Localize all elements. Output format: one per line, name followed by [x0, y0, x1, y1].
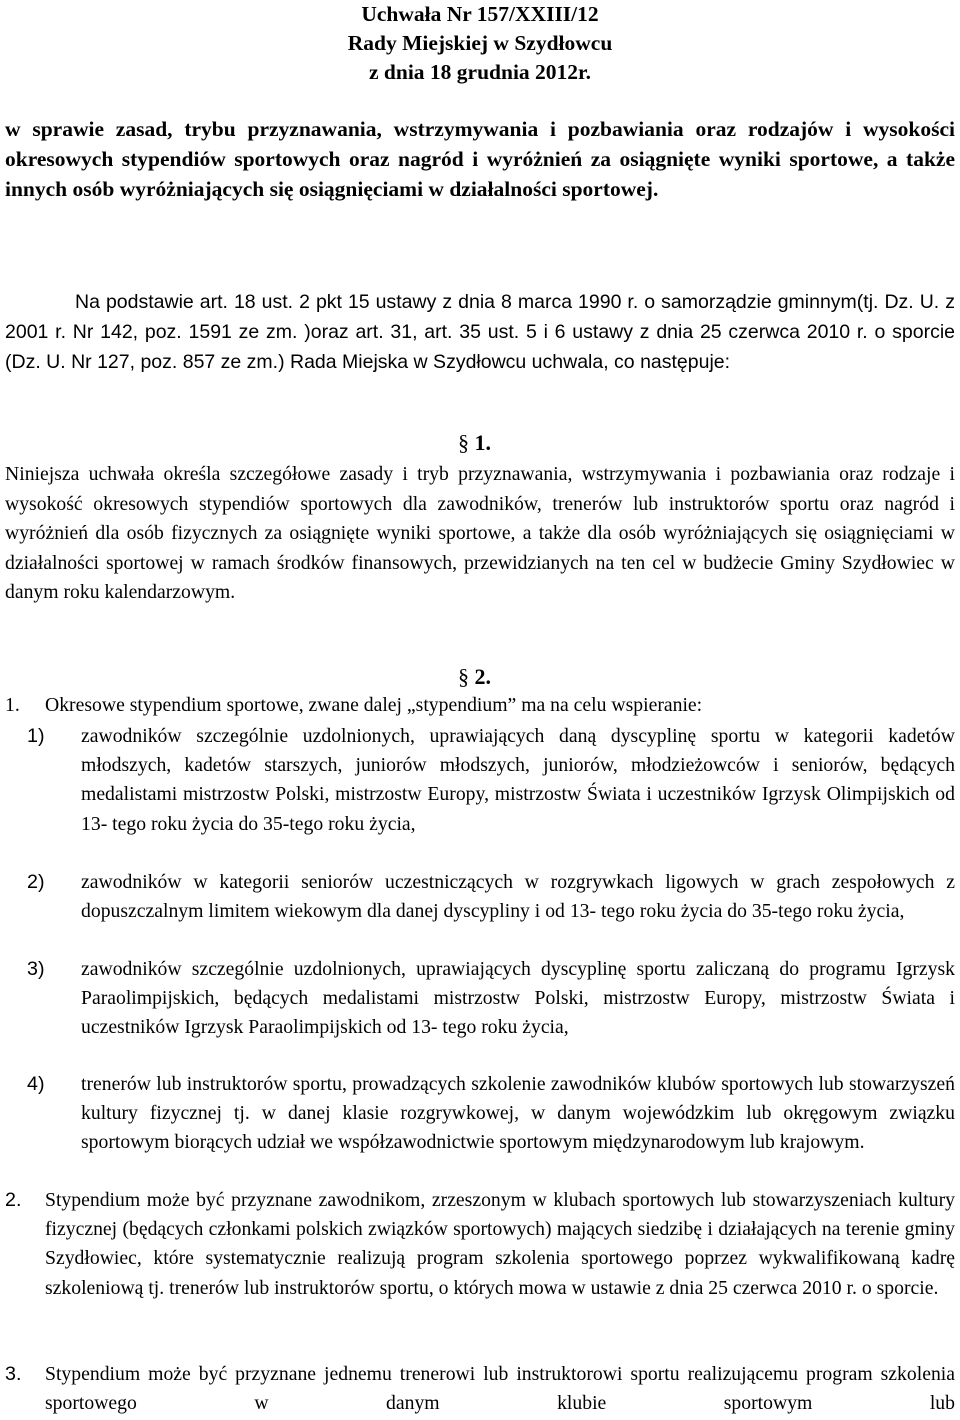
- item-4-text: trenerów lub instruktorów sportu, prowadzących szkolenie zawodników klubów sportowych lub stowarzyszeń kultury fizycznej tj. w danej klasie rozgrywkowej, w danym wojewódzkim lub okręgowym związku sportowym biorących udział we współzawodnictwie sportowym międzynarodowym lub krajowym.: [81, 1073, 955, 1154]
- point-2-label: 2.: [5, 1189, 22, 1211]
- point-1: [5, 691, 955, 721]
- list-item: [5, 722, 955, 868]
- resolution-number: Uchwała Nr 157/XXIII/12: [361, 2, 599, 26]
- section-1-text: Niniejsza uchwała określa szczegółowe zasady i tryb przyznawania, wstrzymywania i pozbawiania oraz rodzaje i wysokość okresowych stypendiów sportowych dla zawodników, trenerów lub instruktorów sportu oraz nagród i wyróżnień dla osób fizycznych za osiągnięte wyniki sportowe, a także dla osób wyróżniających się osiągnięciami w działalności sportowej w ramach środków finansowych, przewidzianych na ten cel w budżecie Gminy Szydłowiec w danym roku kalendarzowym.: [5, 463, 955, 603]
- section-symbol: §: [458, 430, 469, 455]
- resolution-date: z dnia 18 grudnia 2012r.: [368, 60, 591, 84]
- section-symbol: §: [458, 664, 469, 689]
- resolution-subject: w sprawie zasad, trybu przyznawania, wstrzymywania i pozbawiania oraz rodzajów i wysokości okresowych stypendiów sportowych oraz nagród i wyróżnień za osiągnięte wyniki sportowe, a także innych osób wyróżniających się osiągnięciami w działalności sportowej.: [5, 117, 955, 201]
- preamble-text: Na podstawie art. 18 ust. 2 pkt 15 ustawy z dnia 8 marca 1990 r. o samorządzie gminnym(tj. Dz. U. z 2001 r. Nr 142, poz. 1591 ze zm. )oraz art. 31, art. 35 ust. 5 i 6 ustawy z dnia 25 czerwca 2010 r. o sporcie (Dz. U. Nr 127, poz. 857 ze zm.) Rada Miejska w Szydłowcu uchwala, co następuje:: [5, 291, 955, 373]
- item-3-text: zawodników szczególnie uzdolnionych, uprawiających dyscyplinę sportu zaliczaną do programu Igrzysk Paraolimpijskich, będących medalistami mistrzostw Polski, mistrzostw Europy, mistrzostw Świata i uczestników Igrzysk Paraolimpijskich od 13- tego roku życia,: [81, 958, 955, 1039]
- section-2-heading: [458, 664, 491, 690]
- item-4-label: 4): [27, 1073, 45, 1095]
- council-name: Rady Miejskiej w Szydłowcu: [347, 31, 613, 55]
- point-1-text: Okresowe stypendium sportowe, zwane dalej „stypendium” ma na celu wspieranie:: [45, 694, 703, 716]
- section-number: 2.: [474, 664, 491, 689]
- legal-basis-preamble: [5, 287, 955, 377]
- item-2-label: 2): [27, 871, 45, 893]
- point-3-text: Stypendium może być przyznane jednemu trenerowi lub instruktorowi sportu realizującemu program szkolenia sportowego w danym klubie sportowym lub: [45, 1363, 955, 1415]
- item-2-text: zawodników w kategorii seniorów uczestniczących w rozgrywkach ligowych w grach zespołowych z dopuszczalnym limitem wiekowym dla danej dyscypliny i od 13- tego roku życia do 35-tego roku życia,: [81, 871, 955, 923]
- list-item: [5, 868, 955, 956]
- point-3-label: 3.: [5, 1363, 22, 1385]
- list-item: [5, 1070, 955, 1187]
- section-number: 1.: [474, 430, 491, 455]
- point-2: [5, 1186, 955, 1361]
- resolution-header: [0, 0, 960, 87]
- point-1-label: 1.: [5, 694, 20, 716]
- item-1-text: zawodników szczególnie uzdolnionych, uprawiających daną dyscyplinę sportu w kategorii kadetów młodszych, kadetów starszych, juniorów młodszych, juniorów, młodzieżowców i seniorów, będących medalistami mistrzostw Polski, mistrzostw Europy, mistrzostw Świata i uczestników Igrzysk Olimpijskich od 13- tego roku życia do 35-tego roku życia,: [81, 725, 955, 835]
- list-item: [5, 955, 955, 1072]
- point-2-text: Stypendium może być przyznane zawodnikom, zrzeszonym w klubach sportowych lub stowarzyszeniach kultury fizycznej (będących członkami polskich związków sportowych) mających siedzibę i działających na terenie gminy Szydłowiec, które systematycznie realizują program szkolenia sportowego poprzez wykwalifikowaną kadrę szkoleniową tj. trenerów lub instruktorów sportu, o których mowa w ustawie z dnia 25 czerwca 2010 r. o sporcie.: [45, 1189, 955, 1299]
- point-3: [5, 1360, 955, 1420]
- section-1-heading: [458, 430, 491, 456]
- item-3-label: 3): [27, 958, 45, 980]
- item-1-label: 1): [27, 725, 45, 747]
